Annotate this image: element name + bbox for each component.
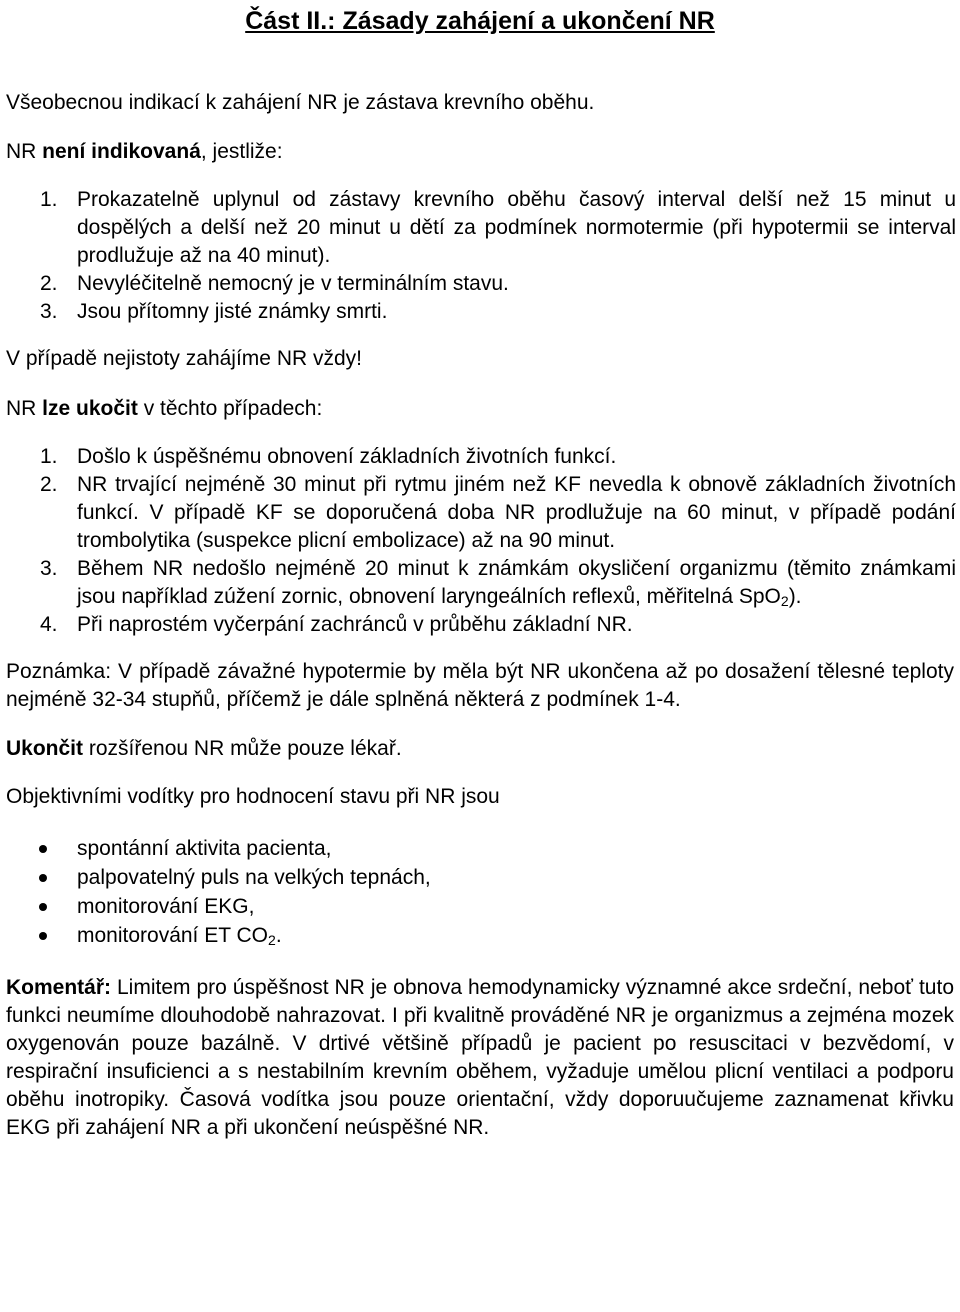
comment-bold: Komentář: — [6, 976, 112, 999]
list-item — [0, 471, 960, 555]
list-item-text: NR trvající nejméně 30 minut při rytmu jiném než KF nevedla k obnově základních životních funkcí. V případě KF se doporučená doba NR prodlužuje na 60 minut, v případě podání trombolytika (suspekce plicní embolizace) až na 90 minut. — [77, 473, 956, 552]
bullet-item — [0, 863, 960, 892]
can-stop-prefix: NR — [6, 397, 43, 420]
stop-conditions-list — [0, 443, 960, 639]
list-item — [0, 555, 960, 611]
not-indicated-prefix: NR — [6, 140, 43, 163]
list-item-text: Prokazatelně uplynul od zástavy krevního oběhu časový interval delší než 15 minut u dospělých a delší než 20 minut u dětí za podmínek normotermie (při hypotermii se interval prodlužuje až na 40 minut). — [77, 188, 956, 267]
list-item — [0, 443, 960, 471]
can-stop-suffix: v těchto případech: — [137, 397, 323, 420]
comment-text: Limitem pro úspěšnost NR je obnova hemodynamicky významné akce srdeční, neboť tuto funkci neumíme dlouhodobě nahrazovat. I při kvalitně prováděné NR je organizmus a zejména mozek oxygenován pouze bazálně. V drtivé většině případů je pacient po resuscitaci v bezvědomí, v respirační insuficienci a s nestabilním krevním oběhem, vyžaduje umělou plicní ventilaci a podporu oběhu inotropiky. Časová vodítka jsou pouze orientační, vždy doporuučujeme zaznamenat křivku EKG při zahájení NR a při ukončení neúspěšné NR. — [6, 976, 954, 1139]
not-indicated-heading — [0, 138, 960, 166]
bullet-item — [0, 834, 960, 863]
uncertainty-paragraph: V případě nejistoty zahájíme NR vždy! — [6, 347, 362, 370]
bullet-icon — [39, 874, 47, 882]
list-item-text: Nevyléčitelně nemocný je v terminálním stavu. — [77, 272, 509, 295]
bullet-icon — [39, 845, 47, 853]
bullet-text: monitorování EKG, — [77, 895, 255, 918]
list-item — [0, 298, 960, 326]
list-item-text-end: ). — [788, 585, 802, 608]
list-item-number: 3. — [40, 557, 58, 580]
doctor-bold: Ukončit — [6, 737, 84, 760]
list-item-text: Jsou přítomny jisté známky smrti. — [77, 300, 388, 323]
guides-list — [0, 834, 960, 950]
doctor-text: rozšířenou NR může pouze lékař. — [83, 737, 402, 760]
bullet-text: palpovatelný puls na velkých tepnách, — [77, 866, 431, 889]
not-indicated-list — [0, 186, 960, 326]
list-item-text: Během NR nedošlo nejméně 20 minut k známkám okysličení organizmu (těmito známkami jsou například zúžení zornic, obnovení laryngeálních reflexů, měřitelná SpO — [77, 557, 956, 608]
note-paragraph: Poznámka: V případě závažné hypotermie by měla být NR ukončena až po dosažení tělesné teploty nejméně 32-34 stupňů, příčemž je dále splněná některá z podmínek 1-4. — [6, 660, 954, 711]
guides-intro: Objektivními vodítky pro hodnocení stavu při NR jsou — [6, 785, 500, 808]
list-item — [0, 611, 960, 639]
list-item — [0, 186, 960, 270]
document-page — [0, 5, 960, 1312]
can-stop-heading — [0, 395, 960, 423]
list-item-number: 2. — [40, 272, 58, 295]
bullet-text-end: . — [275, 924, 282, 947]
doctor-paragraph — [0, 735, 960, 763]
list-item-number: 3. — [40, 300, 58, 323]
bullet-item — [0, 892, 960, 921]
page-title: Část II.: Zásady zahájení a ukončení NR — [245, 7, 715, 35]
not-indicated-bold: není indikovaná — [42, 140, 201, 163]
bullet-icon — [39, 903, 47, 911]
bullet-text: spontánní aktivita pacienta, — [77, 837, 332, 860]
list-item-text: Při naprostém vyčerpání zachránců v průběhu základní NR. — [77, 613, 633, 636]
subscript: 2 — [780, 593, 789, 609]
can-stop-bold: lze ukočit — [42, 397, 138, 420]
list-item-number: 2. — [40, 473, 58, 496]
list-item-text: Došlo k úspěšnému obnovení základních životních funkcí. — [77, 445, 617, 468]
list-item — [0, 270, 960, 298]
bullet-icon — [39, 932, 47, 940]
not-indicated-suffix: , jestliže: — [200, 140, 283, 163]
bullet-item — [0, 921, 960, 950]
bullet-text: monitorování ET CO — [77, 924, 269, 947]
comment-paragraph — [0, 974, 960, 1142]
list-item-number: 4. — [40, 613, 58, 636]
subscript: 2 — [268, 932, 276, 948]
list-item-number: 1. — [40, 188, 58, 211]
list-item-number: 1. — [40, 445, 58, 468]
intro-paragraph: Všeobecnou indikací k zahájení NR je zástava krevního oběhu. — [6, 91, 595, 114]
